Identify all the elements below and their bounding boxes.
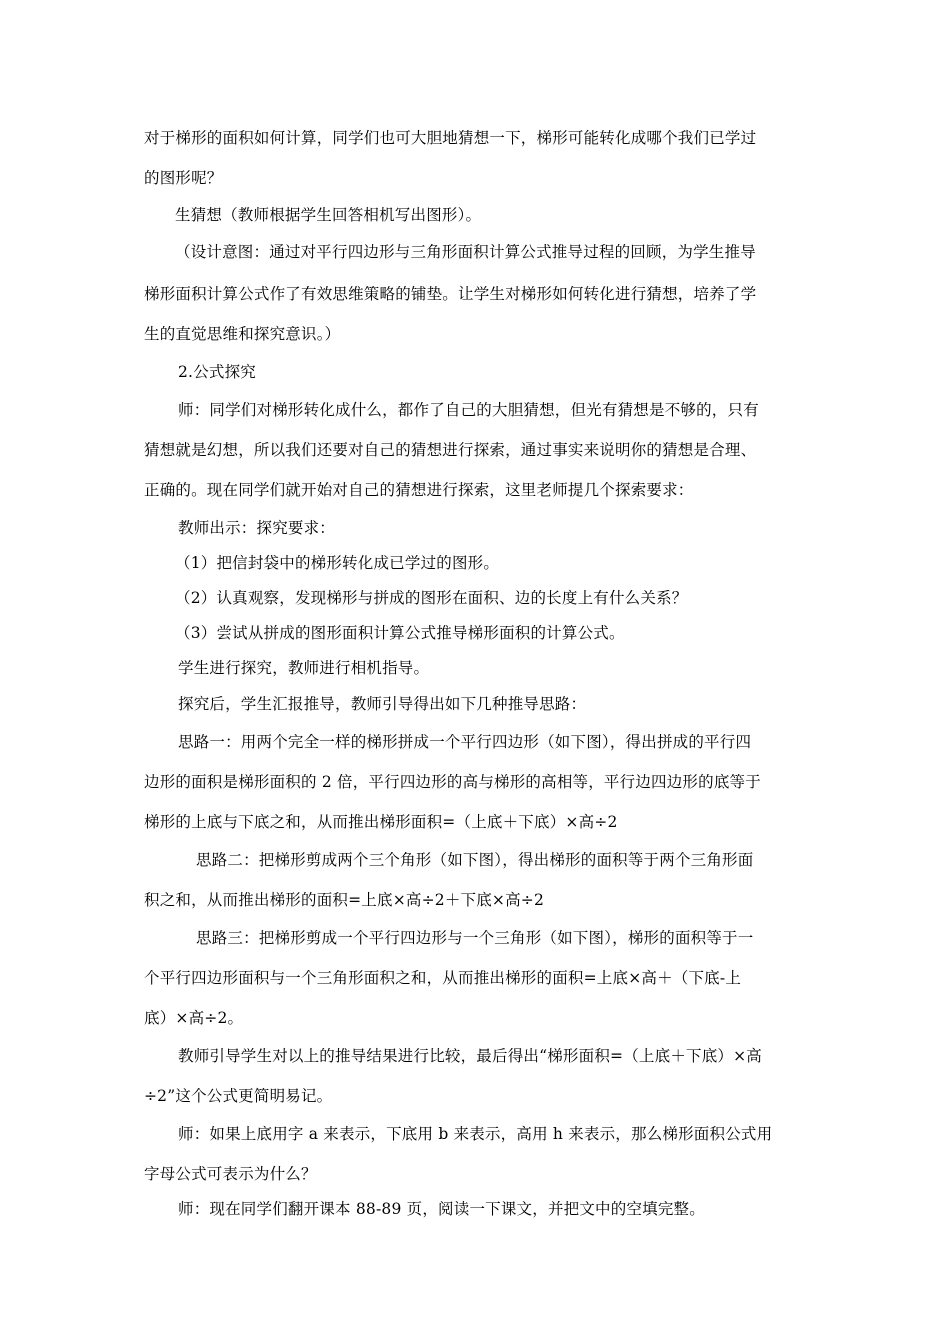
paragraph-line: 思路一：用两个完全一样的梯形拼成一个平行四边形（如下图），得出拼成的平行四 [178, 733, 752, 751]
paragraph-line: 师：同学们对梯形转化成什么，都作了自己的大胆猜想，但光有猜想是不够的，只有 [178, 401, 759, 419]
paragraph-line: 师：如果上底用字 a 来表示，下底用 b 来表示，高用 h 来表示，那么梯形面积公式用 [178, 1125, 773, 1143]
paragraph-line: 猜想就是幻想，所以我们还要对自己的猜想进行探索，通过事实来说明你的猜想是合理、 [144, 441, 757, 459]
paragraph-line: 底）×高÷2。 [144, 1009, 244, 1027]
paragraph-line: 教师出示：探究要求： [178, 519, 336, 537]
paragraph-line: 生猜想（教师根据学生回答相机写出图形）。 [175, 206, 482, 224]
paragraph-line: 个平行四边形面积与一个三角形面积之和，从而推出梯形的面积=上底×高＋（下底-上 [144, 969, 742, 987]
list-item: （3）尝试从拼成的图形面积计算公式推导梯形面积的计算公式。 [175, 624, 625, 642]
paragraph-line: 边形的面积是梯形面积的 2 倍，平行四边形的高与梯形的高相等，平行边四边形的底等于 [144, 773, 761, 791]
paragraph-line: （设计意图：通过对平行四边形与三角形面积计算公式推导过程的回顾，为学生推导 [175, 243, 756, 261]
paragraph-line: 教师引导学生对以上的推导结果进行比较，最后得出“梯形面积=（上底＋下底）×高 [178, 1047, 763, 1065]
paragraph-line: ÷2”这个公式更简明易记。 [144, 1087, 333, 1105]
paragraph-line: 积之和，从而推出梯形的面积=上底×高÷2＋下底×高÷2 [144, 891, 545, 909]
paragraph-line: 正确的。现在同学们就开始对自己的猜想进行探索，这里老师提几个探索要求： [144, 481, 694, 499]
paragraph-line: 探究后，学生汇报推导，教师引导得出如下几种推导思路： [178, 695, 587, 713]
paragraph-line: 思路二：把梯形剪成两个三个角形（如下图），得出梯形的面积等于两个三角形面 [196, 851, 754, 869]
paragraph-line: 对于梯形的面积如何计算，同学们也可大胆地猜想一下，梯形可能转化成哪个我们已学过 [144, 129, 757, 147]
paragraph-line: 思路三：把梯形剪成一个平行四边形与一个三角形（如下图），梯形的面积等于一 [196, 929, 754, 947]
paragraph-line: 师：现在同学们翻开课本 88-89 页，阅读一下课文，并把文中的空填完整。 [178, 1200, 705, 1218]
list-item: （1）把信封袋中的梯形转化成已学过的图形。 [175, 554, 500, 572]
paragraph-line: 的图形呢？ [144, 169, 223, 187]
paragraph-line: 梯形的上底与下底之和，从而推出梯形面积=（上底＋下底）×高÷2 [144, 813, 618, 831]
paragraph-line: 梯形面积计算公式作了有效思维策略的铺垫。让学生对梯形如何转化进行猜想，培养了学 [144, 285, 757, 303]
paragraph-line: 生的直觉思维和探究意识。） [144, 325, 341, 343]
list-item: （2）认真观察，发现梯形与拼成的图形在面积、边的长度上有什么关系？ [175, 589, 688, 607]
paragraph-line: 字母公式可表示为什么？ [144, 1165, 317, 1183]
paragraph-line: 学生进行探究，教师进行相机指导。 [178, 659, 430, 677]
section-heading: 2.公式探究 [178, 363, 256, 381]
